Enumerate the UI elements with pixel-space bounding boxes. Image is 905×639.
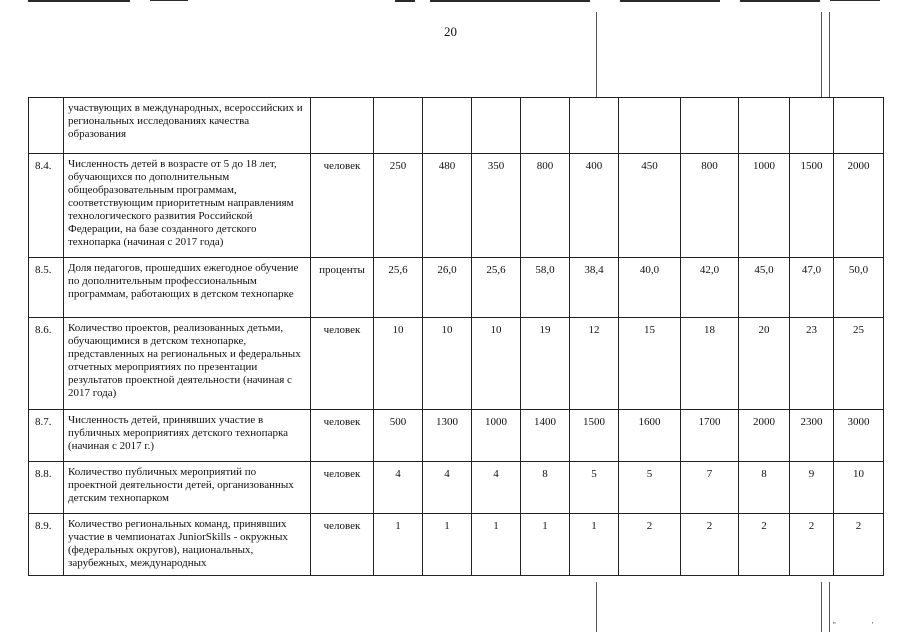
value-cell: 10 <box>472 318 521 410</box>
scan-vline-1 <box>596 12 597 97</box>
value-cell: 5 <box>570 462 619 514</box>
value-cell <box>521 98 570 154</box>
scan-vline-1b <box>596 582 597 632</box>
row-number: 8.9. <box>29 514 64 576</box>
unit-cell: проценты <box>311 258 374 318</box>
unit-cell: человек <box>311 514 374 576</box>
row-number: 8.8. <box>29 462 64 514</box>
indicator-description: участвующих в международных, всероссийских и региональных исследованиях качества образования <box>64 98 311 154</box>
value-cell: 10 <box>423 318 472 410</box>
value-cell: 1 <box>423 514 472 576</box>
value-cell: 500 <box>374 410 423 462</box>
value-cell: 800 <box>521 154 570 258</box>
value-cell <box>681 98 739 154</box>
table-row <box>29 410 884 462</box>
unit-cell <box>311 98 374 154</box>
value-cell: 1000 <box>739 154 790 258</box>
value-cell: 1700 <box>681 410 739 462</box>
value-cell: 20 <box>739 318 790 410</box>
value-cell: 12 <box>570 318 619 410</box>
value-cell: 3000 <box>834 410 884 462</box>
value-cell: 1 <box>570 514 619 576</box>
value-cell: 1000 <box>472 410 521 462</box>
value-cell <box>472 98 521 154</box>
value-cell: 10 <box>374 318 423 410</box>
scan-mark-2: ▪ <box>872 620 874 625</box>
table-row <box>29 258 884 318</box>
page-number: 20 <box>444 24 457 39</box>
row-number: 8.5. <box>29 258 64 318</box>
value-cell: 7 <box>681 462 739 514</box>
value-cell: 450 <box>619 154 681 258</box>
value-cell: 4 <box>374 462 423 514</box>
value-cell: 19 <box>521 318 570 410</box>
scan-vline-2b <box>821 582 822 632</box>
value-cell: 23 <box>790 318 834 410</box>
scan-artifact-top-right <box>620 0 720 2</box>
indicator-description: Количество публичных мероприятий по проектной деятельности детей, организованных детским технопарком <box>64 462 311 514</box>
value-cell <box>834 98 884 154</box>
value-cell: 2300 <box>790 410 834 462</box>
scan-artifact-top-left <box>28 0 130 2</box>
value-cell: 1300 <box>423 410 472 462</box>
row-number <box>29 98 64 154</box>
value-cell: 1500 <box>570 410 619 462</box>
value-cell: 8 <box>521 462 570 514</box>
value-cell: 26,0 <box>423 258 472 318</box>
indicators-table <box>28 97 884 576</box>
scan-artifact-top-left-2 <box>150 0 188 1</box>
indicator-description: Численность детей в возрасте от 5 до 18 лет, обучающихся по дополнительным общеобразовательным программам, соответствующим приоритетным направлениям технологического развития Российской Федерации, на базе созданного детского технопарка (начиная с 2017 года) <box>64 154 311 258</box>
value-cell: 8 <box>739 462 790 514</box>
value-cell: 2 <box>739 514 790 576</box>
value-cell: 480 <box>423 154 472 258</box>
value-cell: 2000 <box>739 410 790 462</box>
table-row <box>29 154 884 258</box>
value-cell: 25,6 <box>472 258 521 318</box>
scan-artifact-top-mid <box>395 0 415 2</box>
value-cell <box>570 98 619 154</box>
indicator-description: Доля педагогов, прошедших ежегодное обучение по дополнительным профессиональным программам, работающих в детском технопарке <box>64 258 311 318</box>
value-cell <box>374 98 423 154</box>
value-cell: 18 <box>681 318 739 410</box>
indicator-description: Количество региональных команд, принявших участие в чемпионатах JuniorSkills - окружных (федеральных округов), национальных, зарубежных, международных <box>64 514 311 576</box>
value-cell: 800 <box>681 154 739 258</box>
scan-vline-2 <box>821 12 822 97</box>
value-cell: 25,6 <box>374 258 423 318</box>
scan-artifact-top-right-2 <box>740 0 820 2</box>
scan-artifact-top-right-3 <box>830 0 880 1</box>
unit-cell: человек <box>311 410 374 462</box>
scan-vline-3b <box>829 582 830 632</box>
value-cell <box>739 98 790 154</box>
value-cell: 15 <box>619 318 681 410</box>
value-cell <box>423 98 472 154</box>
value-cell: 350 <box>472 154 521 258</box>
value-cell: 5 <box>619 462 681 514</box>
value-cell: 1500 <box>790 154 834 258</box>
value-cell: 1600 <box>619 410 681 462</box>
value-cell: 250 <box>374 154 423 258</box>
value-cell: 45,0 <box>739 258 790 318</box>
value-cell <box>790 98 834 154</box>
table-row <box>29 318 884 410</box>
value-cell: 10 <box>834 462 884 514</box>
value-cell: 1 <box>374 514 423 576</box>
table-row <box>29 462 884 514</box>
value-cell: 47,0 <box>790 258 834 318</box>
value-cell: 1 <box>472 514 521 576</box>
scan-artifact-top-mid-2 <box>430 0 590 2</box>
value-cell: 50,0 <box>834 258 884 318</box>
value-cell: 2 <box>790 514 834 576</box>
table-row <box>29 98 884 154</box>
unit-cell: человек <box>311 318 374 410</box>
value-cell: 1400 <box>521 410 570 462</box>
value-cell: 4 <box>472 462 521 514</box>
unit-cell: человек <box>311 462 374 514</box>
indicator-description: Количество проектов, реализованных детьми, обучающимися в детском технопарке, представленных на региональных и федеральных отчетных мероприятиях по презентации результатов проектной деятельности (начиная с 2017 года) <box>64 318 311 410</box>
row-number: 8.6. <box>29 318 64 410</box>
value-cell: 2 <box>834 514 884 576</box>
value-cell: 58,0 <box>521 258 570 318</box>
value-cell <box>619 98 681 154</box>
unit-cell: человек <box>311 154 374 258</box>
row-number: 8.4. <box>29 154 64 258</box>
indicator-description: Численность детей, принявших участие в публичных мероприятиях детского технопарка (начиная с 2017 г.) <box>64 410 311 462</box>
value-cell: 9 <box>790 462 834 514</box>
value-cell: 4 <box>423 462 472 514</box>
value-cell: 25 <box>834 318 884 410</box>
value-cell: 2 <box>681 514 739 576</box>
value-cell: 1 <box>521 514 570 576</box>
scan-mark-1: ▪▪ <box>833 620 836 625</box>
value-cell: 2000 <box>834 154 884 258</box>
value-cell: 42,0 <box>681 258 739 318</box>
value-cell: 38,4 <box>570 258 619 318</box>
value-cell: 40,0 <box>619 258 681 318</box>
value-cell: 2 <box>619 514 681 576</box>
row-number: 8.7. <box>29 410 64 462</box>
value-cell: 400 <box>570 154 619 258</box>
scan-vline-3 <box>829 12 830 97</box>
table-row <box>29 514 884 576</box>
